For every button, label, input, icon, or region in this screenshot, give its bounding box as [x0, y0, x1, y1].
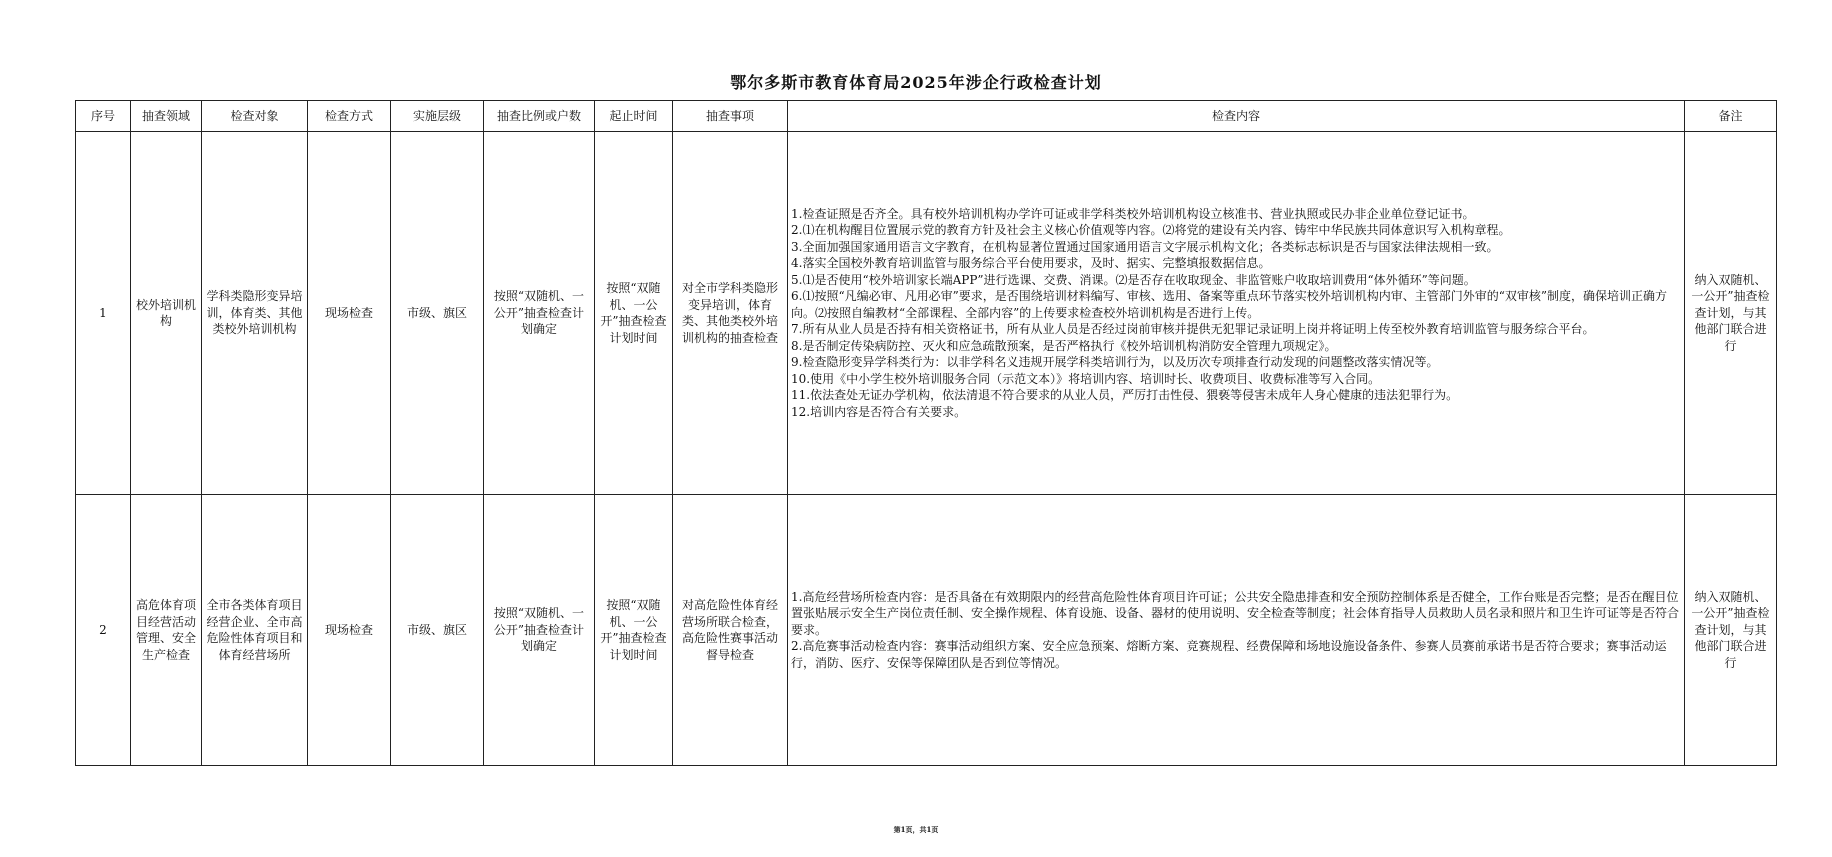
content-line: 2.高危赛事活动检查内容：赛事活动组织方案、安全应急预案、熔断方案、竞赛规程、经费保障和场地设施设备条件、参赛人员赛前承诺书是否符合要求；赛事活动运行，消防、医疗、安保等保障团队是否到位等情况。	[791, 639, 1667, 670]
content-line: 5.⑴是否使用“校外培训家长端APP”进行选课、交费、消课。⑵是否存在收取现金、非监管账户收取培训费用“体外循环”等问题。	[791, 272, 1476, 287]
content-line: 12.培训内容是否符合有关要求。	[791, 404, 967, 419]
content-line: 6.⑴按照“凡编必审、凡用必审”要求，是否围绕培训材料编写、审核、选用、备案等重点环节落实校外培训机构内审、主管部门外审的“双审核”制度，确保培训正确方向。⑵按照自编教材“全部课程、全部内容”的上传要求检查校外培训机构是否进行上传。	[791, 289, 1667, 320]
row-level: 市级、旗区	[391, 495, 484, 766]
header-period: 起止时间	[595, 101, 673, 132]
content-line: 11.依法查处无证办学机构，依法清退不符合要求的从业人员，严厉打击性侵、猥亵等侵害未成年人身心健康的违法犯罪行为。	[791, 388, 1459, 403]
content-line: 9.检查隐形变异学科类行为：以非学科名义违规开展学科类培训行为，以及历次专项排查行动发现的问题整改落实情况等。	[791, 355, 1439, 370]
header-no: 序号	[76, 101, 131, 132]
row-note: 纳入双随机、一公开”抽查检查计划，与其他部门联合进行	[1685, 495, 1777, 766]
content-line: 4.落实全国校外教育培训监管与服务综合平台使用要求，及时、据实、完整填报数据信息。	[791, 256, 1271, 271]
header-item: 抽查事项	[673, 101, 788, 132]
page-footer: 第1页，共1页	[893, 825, 939, 834]
row-note: 纳入双随机、一公开”抽查检查计划，与其他部门联合进行	[1685, 132, 1777, 495]
row-item: 对全市学科类隐形变异培训，体育类、其他类校外培训机构的抽查检查	[673, 132, 788, 495]
row-no: 2	[76, 495, 131, 766]
table-row	[76, 132, 1777, 495]
page-title: 鄂尔多斯市教育体育局2025年涉企行政检查计划	[730, 73, 1102, 92]
row-field: 高危体育项目经营活动管理、安全生产检查	[131, 495, 202, 766]
row-method: 现场检查	[308, 495, 391, 766]
row-level: 市级、旗区	[391, 132, 484, 495]
inspection-plan-table	[75, 100, 1777, 766]
row-no: 1	[76, 132, 131, 495]
content-line: 8.是否制定传染病防控、灭火和应急疏散预案，是否严格执行《校外培训机构消防安全管理九项规定》。	[791, 338, 1337, 353]
header-field: 抽查领域	[131, 101, 202, 132]
content-line: 10.使用《中小学生校外培训服务合同（示范文本）》将培训内容、培训时长、收费项目、收费标准等写入合同。	[791, 371, 1381, 386]
header-method: 检查方式	[308, 101, 391, 132]
header-target: 检查对象	[202, 101, 308, 132]
row-target: 全市各类体育项目经营企业、全市高危险性体育项目和体育经营场所	[202, 495, 308, 766]
header-content: 检查内容	[788, 101, 1685, 132]
header-note: 备注	[1685, 101, 1777, 132]
row-field: 校外培训机构	[131, 132, 202, 495]
row-ratio: 按照“双随机、一公开”抽查检查计划确定	[484, 132, 595, 495]
content-line: 7.所有从业人员是否持有相关资格证书，所有从业人员是否经过岗前审核并提供无犯罪记录证明上岗并将证明上传至校外教育培训监管与服务综合平台。	[791, 322, 1595, 337]
row-period: 按照“双随机、一公开”抽查检查计划时间	[595, 132, 673, 495]
content-line: 3.全面加强国家通用语言文字教育，在机构显著位置通过国家通用语言文字展示机构文化；各类标志标识是否与国家法律法规相一致。	[791, 239, 1499, 254]
row-target: 学科类隐形变异培训，体育类、其他类校外培训机构	[202, 132, 308, 495]
row-method: 现场检查	[308, 132, 391, 495]
header-level: 实施层级	[391, 101, 484, 132]
row-content	[788, 132, 1685, 495]
table-row	[76, 495, 1777, 766]
content-line: 1.高危经营场所检查内容：是否具备在有效期限内的经营高危险性体育项目许可证；公共安全隐患排查和安全预防控制体系是否健全，工作台账是否完整；是否在醒目位置张贴展示安全生产岗位责任制、安全操作规程、体育设施、设备、器材的使用说明、安全检查等制度；社会体育指导人员救助人员名录和照片和卫生许可证等是否符合要求。	[791, 589, 1680, 637]
header-ratio: 抽查比例或户数	[484, 101, 595, 132]
table-header-row	[76, 101, 1777, 132]
content-line: 1.检查证照是否齐全。具有校外培训机构办学许可证或非学科类校外培训机构设立核准书、营业执照或民办非企业单位登记证书。	[791, 206, 1475, 221]
content-line: 2.⑴在机构醒目位置展示党的教育方针及社会主义核心价值观等内容。⑵将党的建设有关内容、铸牢中华民族共同体意识写入机构章程。	[791, 223, 1511, 238]
row-content	[788, 495, 1685, 766]
row-item: 对高危险性体育经营场所联合检查，高危险性赛事活动督导检查	[673, 495, 788, 766]
row-ratio: 按照“双随机、一公开”抽查检查计划确定	[484, 495, 595, 766]
row-period: 按照“双随机、一公开”抽查检查计划时间	[595, 495, 673, 766]
